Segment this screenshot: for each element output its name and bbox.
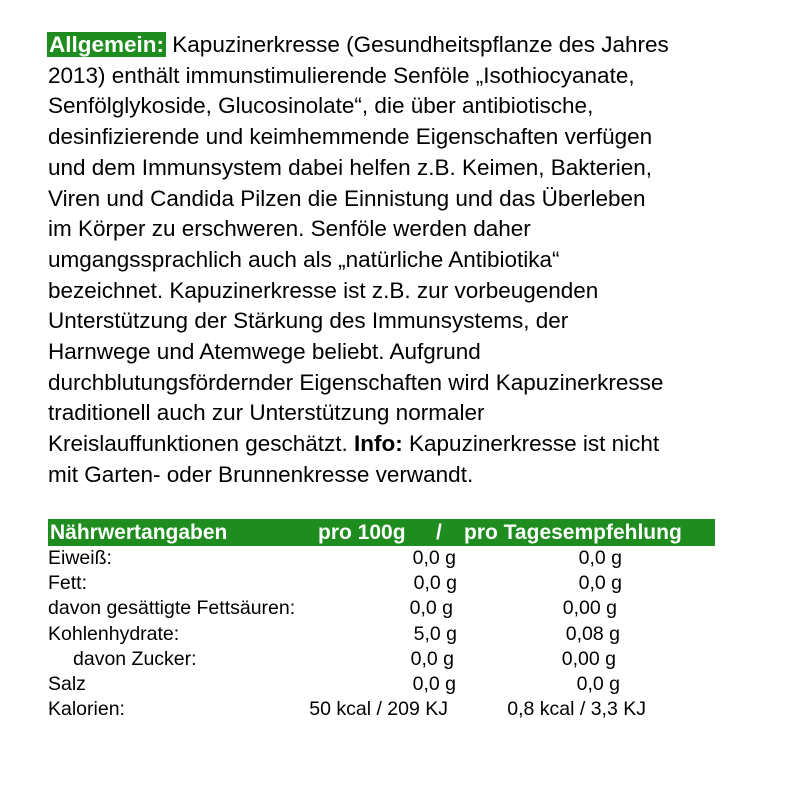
info-label: Info: [354, 431, 403, 457]
nutrient-name: Fett: [48, 572, 88, 595]
value-perday: 0,08 g [565, 622, 620, 645]
value-per100: 50 kcal / 209 KJ [309, 698, 448, 721]
general-label: Allgemein: [49, 32, 165, 57]
nutrient-name: Salz [48, 672, 86, 695]
table-row [48, 571, 718, 596]
table-row [48, 672, 718, 697]
description-line: desinfizierende und keimhemmende Eigenschaften verfügen [48, 124, 653, 150]
description-text: Kreislauffunktionen geschätzt. [48, 431, 355, 457]
nutrient-name: davon gesättigte Fettsäuren: [48, 597, 296, 620]
nutrient-name: Kohlenhydrate: [48, 622, 180, 645]
table-row [48, 697, 718, 722]
description-line: Senfölglykoside, Glucosinolate“, die über antibiotische, [48, 93, 594, 119]
description-paragraph [48, 30, 778, 491]
value-per100: 0,0 g [413, 572, 457, 595]
value-perday: 0,0 g [576, 672, 620, 695]
description-line [48, 30, 778, 61]
description-line: Harnwege und Atemwege beliebt. Aufgrund [48, 339, 481, 365]
description-line: umgangssprachlich auch als „natürliche Antibiotika“ [48, 246, 560, 272]
nutrition-table [48, 519, 718, 722]
nutrient-name: davon Zucker: [73, 647, 197, 670]
description-line [48, 429, 778, 460]
value-per100: 5,0 g [413, 622, 457, 645]
description-line: mit Garten- oder Brunnenkresse verwandt. [48, 461, 474, 487]
description-line: und dem Immunsystem dabei helfen z.B. Keimen, Bakterien, [48, 154, 653, 180]
value-perday: 0,0 g [578, 572, 622, 595]
value-perday: 0,8 kcal / 3,3 KJ [507, 698, 646, 721]
value-per100: 0,0 g [410, 647, 454, 670]
value-perday: 0,00 g [561, 647, 616, 670]
value-per100: 0,0 g [409, 597, 453, 620]
table-row [48, 622, 718, 647]
description-line: bezeichnet. Kapuzinerkresse ist z.B. zur vorbeugenden [48, 277, 599, 303]
value-per100: 0,0 g [412, 547, 456, 569]
description-line: im Körper zu erschweren. Senföle werden daher [48, 216, 531, 242]
description-line: 2013) enthält immunstimulierende Senföle „Isothiocyanate, [48, 62, 635, 88]
value-perday: 0,0 g [578, 547, 622, 569]
value-perday: 0,00 g [562, 597, 617, 620]
nutrition-table-header [48, 519, 715, 546]
description-line: Viren und Candida Pilzen die Einnistung und das Überleben [48, 185, 646, 211]
nutrient-name: Kalorien: [48, 698, 125, 721]
description-line: traditionell auch zur Unterstützung normaler [48, 400, 485, 426]
description-text: Kapuzinerkresse (Gesundheitspflanze des Jahres [166, 32, 669, 57]
description-line: durchblutungsfördernder Eigenschaften wird Kapuzinerkresse [48, 369, 664, 395]
header-separator: / [436, 521, 442, 544]
header-perday: pro Tagesempfehlung [464, 521, 682, 544]
description-line: Unterstützung der Stärkung des Immunsystems, der [48, 308, 569, 334]
table-row [48, 596, 718, 621]
table-row [48, 647, 718, 672]
description-text: Kapuzinerkresse ist nicht [402, 431, 660, 457]
value-per100: 0,0 g [412, 672, 456, 695]
header-label: Nährwertangaben [50, 521, 228, 544]
header-per100: pro 100g [318, 521, 406, 544]
table-row [48, 546, 718, 571]
nutrient-name: Eiweiß: [48, 547, 112, 569]
